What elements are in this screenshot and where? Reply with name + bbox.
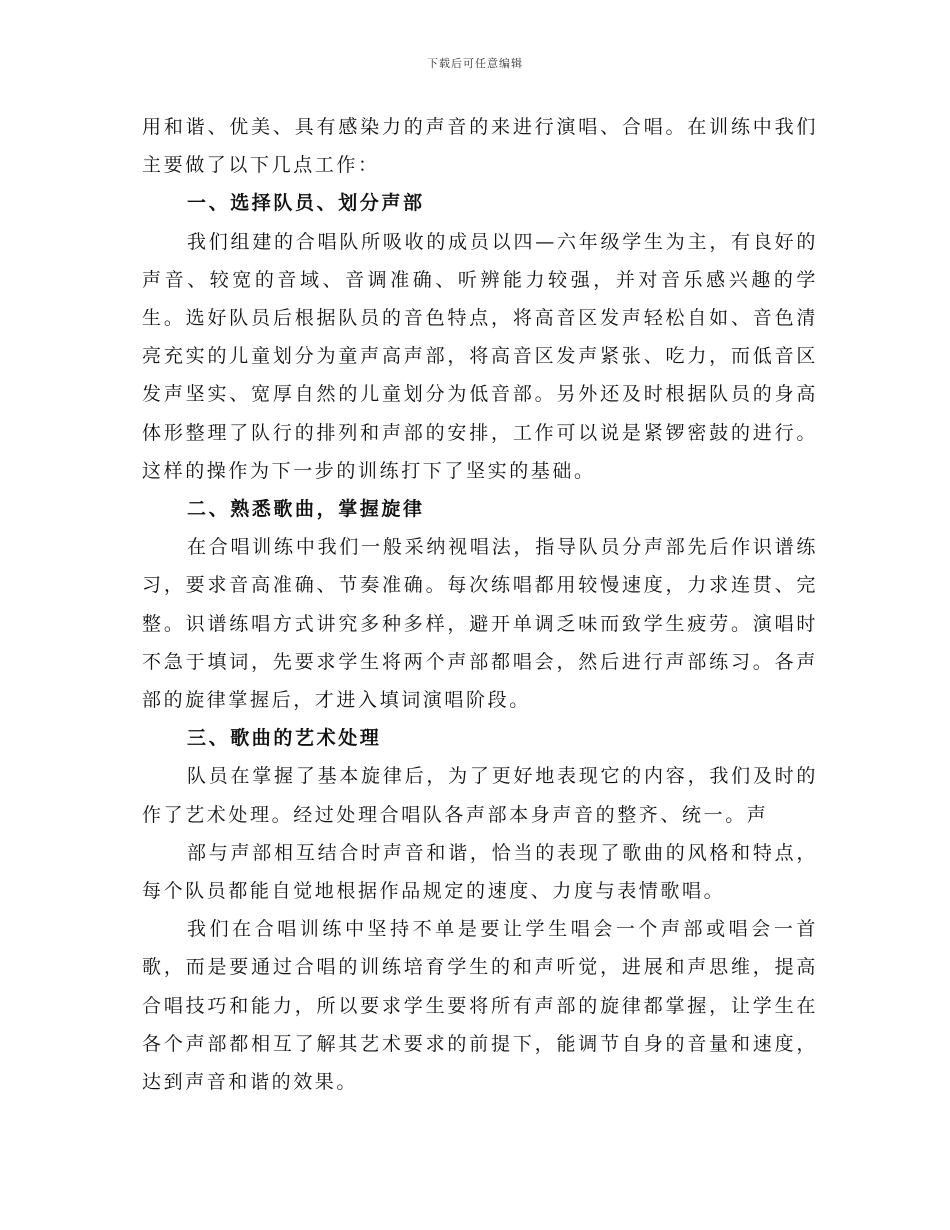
section-heading-3: 三、歌曲的艺术处理 xyxy=(187,727,382,750)
paragraph-intro-continuation: 用和谐、优美、具有感染力的声音的来进行演唱、合唱。在训练中我们主要做了以下几点工作： xyxy=(142,116,818,177)
document-body xyxy=(142,108,818,1101)
section-heading-2: 二、熟悉歌曲，掌握旋律 xyxy=(187,498,425,521)
paragraph-section-3-summary: 我们在合唱训练中坚持不单是要让学生唱会一个声部或唱会一首歌，而是要通过合唱的训练培育学生的和声听觉，进展和声思维，提高合唱技巧和能力，所以要求学生要将所有声部的旋律都掌握，让学生在各个声部都相互了解其艺术要求的前提下，能调节自身的音量和速度，达到声音和谐的效果。 xyxy=(142,918,818,1094)
paragraph-section-3-part-1: 队员在掌握了基本旋律后，为了更好地表现它的内容，我们及时的作了艺术处理。经过处理合唱队各声部本身声音的整齐、统一。声 xyxy=(142,765,818,826)
paragraph-section-3-part-2: 部与声部相互结合时声音和谐，恰当的表现了歌曲的风格和特点，每个队员都能自觉地根据作品规定的速度、力度与表情歌唱。 xyxy=(142,841,818,903)
section-heading-1: 一、选择队员、划分声部 xyxy=(187,192,425,215)
paragraph-section-2: 在合唱训练中我们一般采纳视唱法，指导队员分声部先后作识谱练习，要求音高准确、节奏准确。每次练唱都用较慢速度，力求连贯、完整。识谱练唱方式讲究多种多样，避开单调乏味而致学生疲劳。演唱时不急于填词，先要求学生将两个声部都唱会，然后进行声部练习。各声部的旋律掌握后，才进入填词演唱阶段。 xyxy=(142,536,818,712)
paragraph-section-1: 我们组建的合唱队所吸收的成员以四—六年级学生为主，有良好的声音、较宽的音域、音调准确、听辨能力较强，并对音乐感兴趣的学生。选好队员后根据队员的音色特点，将高音区发声轻松自如、音色清亮充实的儿童划分为童声高声部，将高音区发声紧张、吃力，而低音区发声坚实、宽厚自然的儿童划分为低音部。另外还及时根据队员的身高体形整理了队行的排列和声部的安排，工作可以说是紧锣密鼓的进行。这样的操作为下一步的训练打下了坚实的基础。 xyxy=(142,230,818,482)
page-header: 下载后可任意编辑 xyxy=(427,57,523,70)
